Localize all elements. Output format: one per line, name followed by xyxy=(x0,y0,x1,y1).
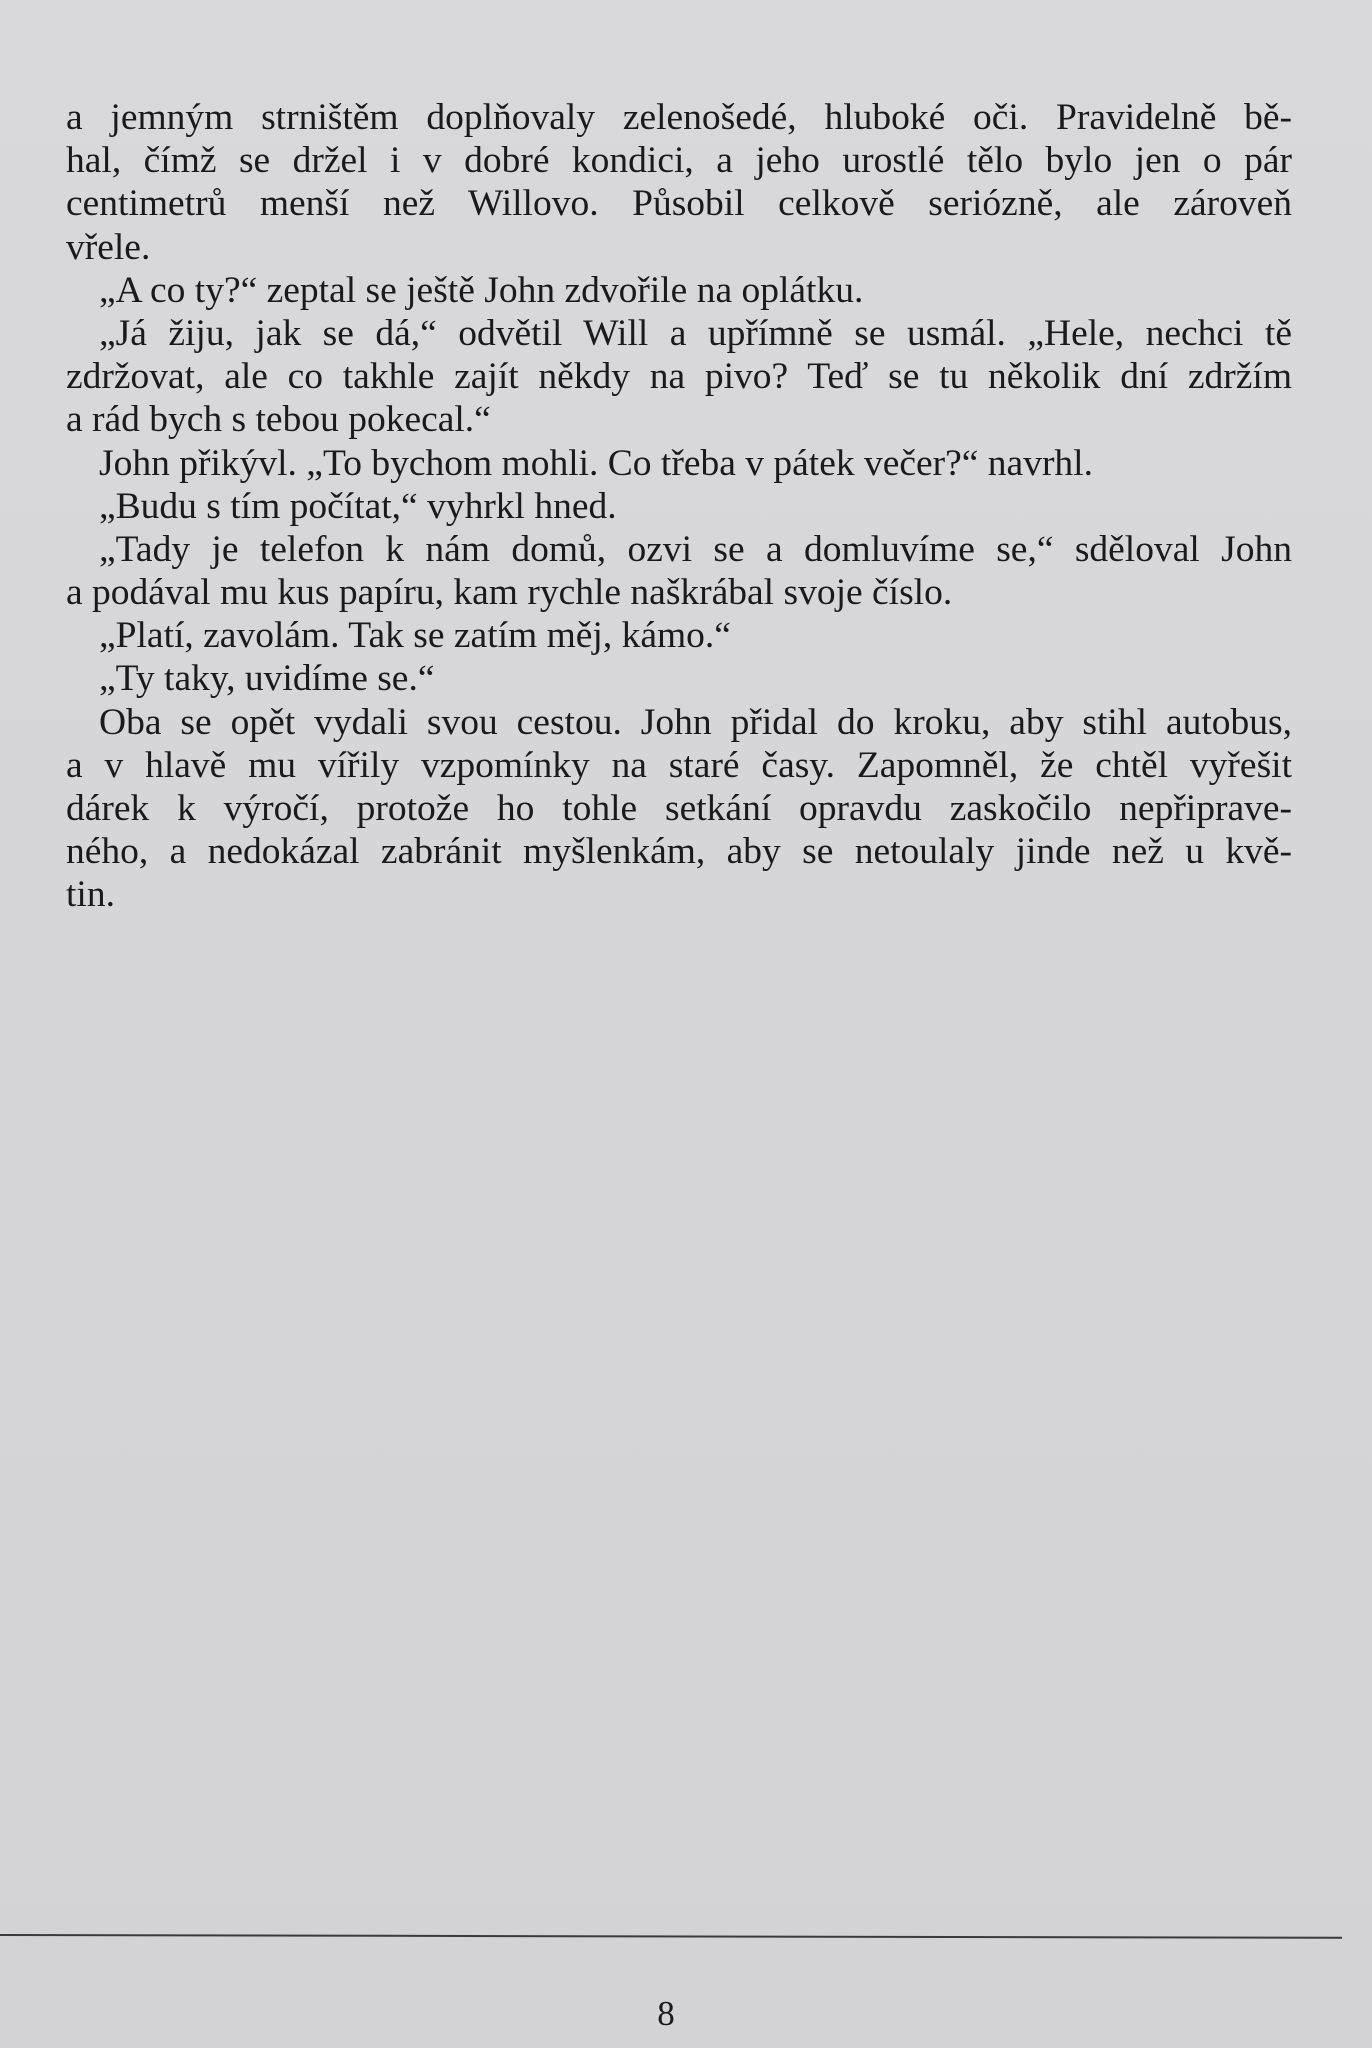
text-line: John přikývl. „To bychom mohli. Co třeba v pátek večer?“ navrhl. xyxy=(99,442,1093,484)
text-line: a podával mu kus papíru, kam rychle naškrábal svoje číslo. xyxy=(66,572,953,614)
text-line: zdržovat, ale co takhle zajít někdy na pivo? Teď se tu několik dní zdržím xyxy=(66,356,1292,398)
text-line: a jemným strništěm doplňovaly zelenošedé, hluboké oči. Pravidelně bě- xyxy=(66,97,1292,138)
text-line: tin. xyxy=(66,874,115,916)
text-line: ného, a nedokázal zabránit myšlenkám, aby se netoulaly jinde než u kvě- xyxy=(66,831,1292,873)
body-text xyxy=(66,96,1292,917)
text-line: vřele. xyxy=(66,226,151,268)
text-line: „Budu s tím počítat,“ vyhrkl hned. xyxy=(99,485,617,527)
text-line: dárek k výročí, protože ho tohle setkání opravdu zaskočilo nepřiprave- xyxy=(66,788,1292,829)
footer-divider xyxy=(0,1934,1342,1939)
text-line: a v hlavě mu vířily vzpomínky na staré časy. Zapomněl, že chtěl vyřešit xyxy=(66,744,1292,786)
text-line: „Platí, zavolám. Tak se zatím měj, kámo.“ xyxy=(99,615,731,657)
text-line: Oba se opět vydali svou cestou. John přidal do kroku, aby stihl autobus, xyxy=(99,701,1292,743)
text-line: „Ty taky, uvidíme se.“ xyxy=(99,658,435,700)
text-line: a rád bych s tebou pokecal.“ xyxy=(66,399,491,441)
text-line: „Já žiju, jak se dá,“ odvětil Will a upřímně se usmál. „Hele, nechci tě xyxy=(99,312,1292,354)
text-line: „Tady je telefon k nám domů, ozvi se a domluvíme se,“ sděloval John xyxy=(99,528,1292,570)
text-line: „A co ty?“ zeptal se ještě John zdvořile na oplátku. xyxy=(99,269,864,311)
page-number: 8 xyxy=(657,1994,675,2033)
text-line: centimetrů menší než Willovo. Působil celkově seriózně, ale zároveň xyxy=(66,183,1292,225)
text-line: hal, čímž se držel i v dobré kondici, a jeho urostlé tělo bylo jen o pár xyxy=(66,140,1292,182)
